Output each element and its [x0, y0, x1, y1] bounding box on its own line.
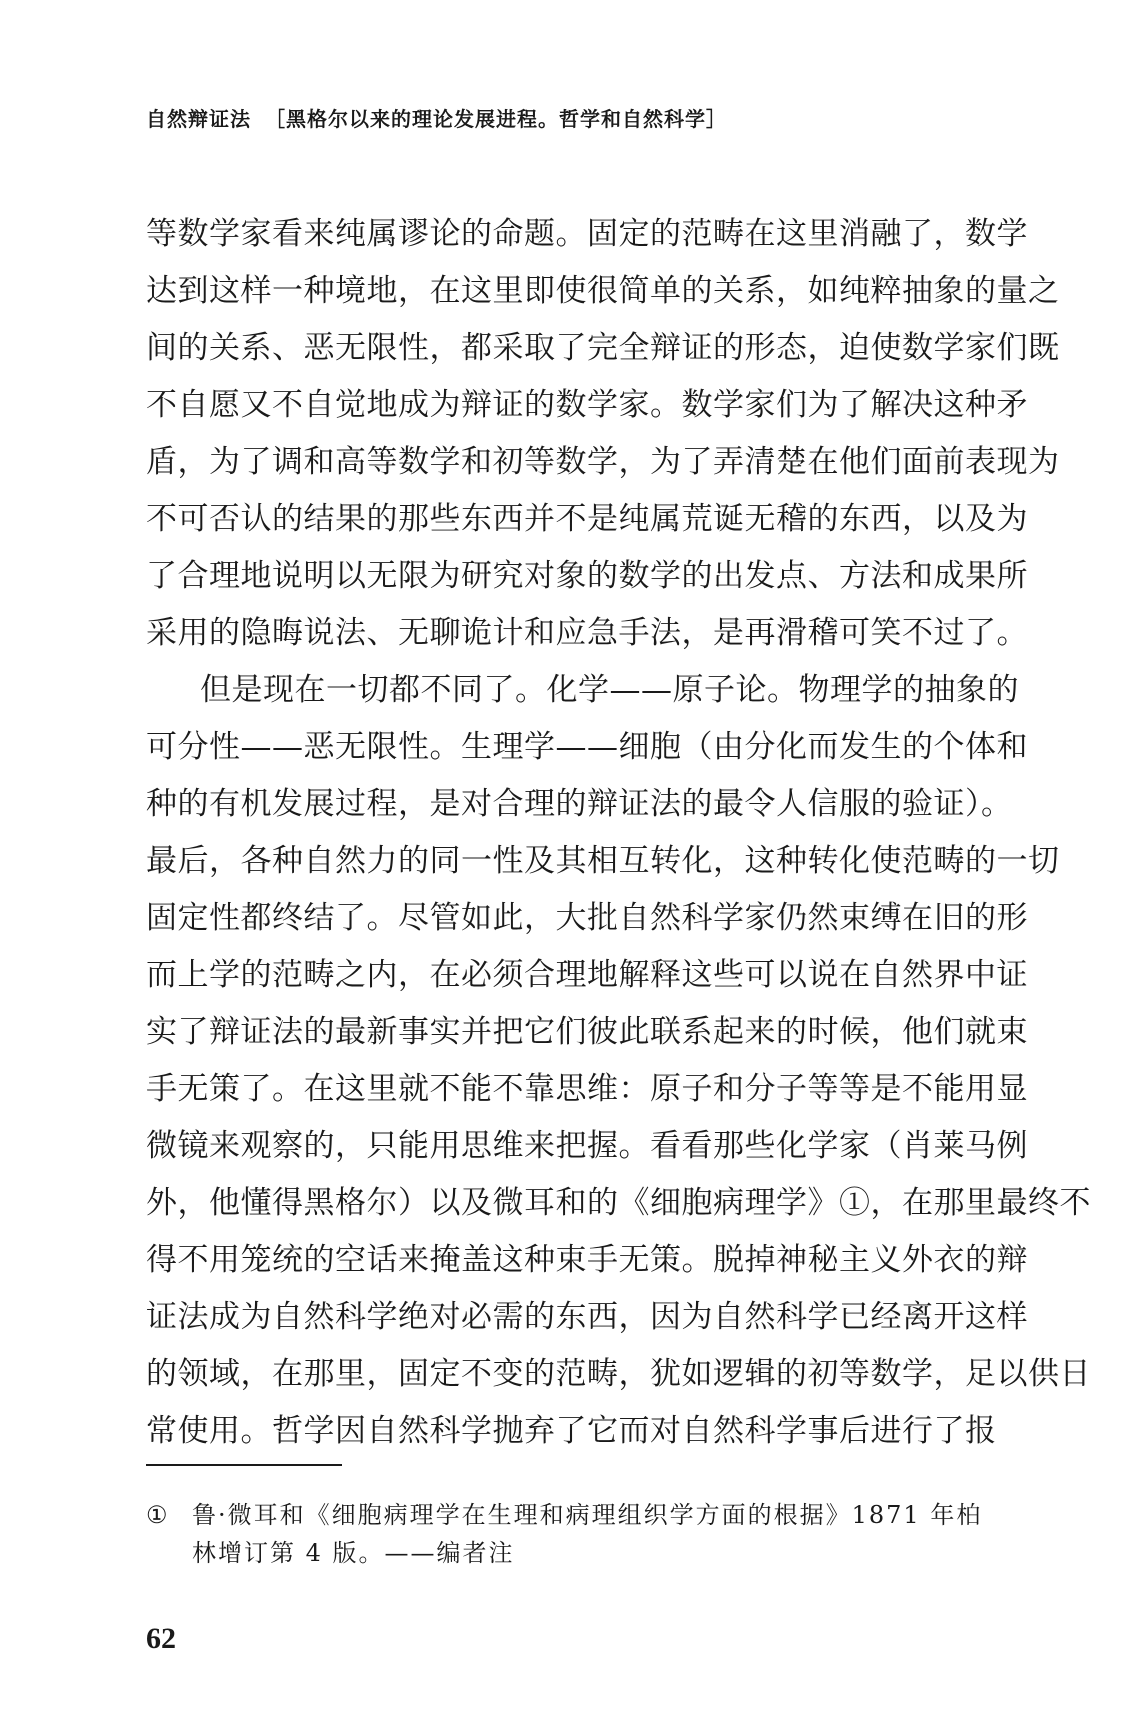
footnote-line: 林增订第 4 版。——编者注: [192, 1539, 515, 1567]
section-title: ［黑格尔以来的理论发展进程。哲学和自然科学］: [265, 107, 727, 131]
footnote-divider: [146, 1464, 342, 1466]
body-text: [146, 206, 1091, 1460]
body-line: 最后，各种自然力的同一性及其相互转化，这种转化使范畴的一切: [146, 843, 1060, 879]
running-header: [146, 103, 727, 132]
body-line: 微镜来观察的，只能用思维来把握。看看那些化学家（肖莱马例: [146, 1128, 1028, 1164]
body-line: 采用的隐晦说法、无聊诡计和应急手法，是再滑稽可笑不过了。: [146, 615, 1028, 651]
body-line: 外，他懂得黑格尔）以及微耳和的《细胞病理学》①，在那里最终不: [146, 1185, 1091, 1221]
body-line: 手无策了。在这里就不能不靠思维：原子和分子等等是不能用显: [146, 1071, 1028, 1107]
body-line: 证法成为自然科学绝对必需的东西，因为自然科学已经离开这样: [146, 1299, 1028, 1335]
body-line: 等数学家看来纯属谬论的命题。固定的范畴在这里消融了，数学: [146, 216, 1028, 252]
body-line: 常使用。哲学因自然科学抛弃了它而对自然科学事后进行了报: [146, 1413, 997, 1449]
body-line: 盾，为了调和高等数学和初等数学，为了弄清楚在他们面前表现为: [146, 444, 1060, 480]
body-line: 固定性都终结了。尽管如此，大批自然科学家仍然束缚在旧的形: [146, 900, 1028, 936]
footnote: [146, 1496, 983, 1572]
body-line: 得不用笼统的空话来掩盖这种束手无策。脱掉神秘主义外衣的辩: [146, 1242, 1028, 1278]
book-title: 自然辩证法: [146, 107, 251, 131]
body-line: 不可否认的结果的那些东西并不是纯属荒诞无稽的东西，以及为: [146, 501, 1028, 537]
body-line: 而上学的范畴之内，在必须合理地解释这些可以说在自然界中证: [146, 957, 1028, 993]
footnote-text: 鲁·微耳和《细胞病理学在生理和病理组织学方面的根据》1871 年柏: [192, 1501, 983, 1529]
body-line: 达到这样一种境地，在这里即使很简单的关系，如纯粹抽象的量之: [146, 273, 1060, 309]
body-line: 间的关系、恶无限性，都采取了完全辩证的形态，迫使数学家们既: [146, 330, 1060, 366]
body-line: 可分性——恶无限性。生理学——细胞（由分化而发生的个体和: [146, 729, 1028, 765]
body-line: 不自愿又不自觉地成为辩证的数学家。数学家们为了解决这种矛: [146, 387, 1028, 423]
page-number: 62: [146, 1622, 176, 1655]
body-line: 种的有机发展过程，是对合理的辩证法的最令人信服的验证）。: [146, 786, 1013, 822]
paragraph-start-line: 但是现在一切都不同了。化学——原子论。物理学的抽象的: [200, 672, 1019, 708]
footnote-line: [146, 1496, 983, 1534]
body-line: 了合理地说明以无限为研究对象的数学的出发点、方法和成果所: [146, 558, 1028, 594]
body-line: 实了辩证法的最新事实并把它们彼此联系起来的时候，他们就束: [146, 1014, 1028, 1050]
footnote-marker: ①: [146, 1501, 168, 1529]
body-line: 的领域，在那里，固定不变的范畴，犹如逻辑的初等数学，足以供日: [146, 1356, 1091, 1392]
